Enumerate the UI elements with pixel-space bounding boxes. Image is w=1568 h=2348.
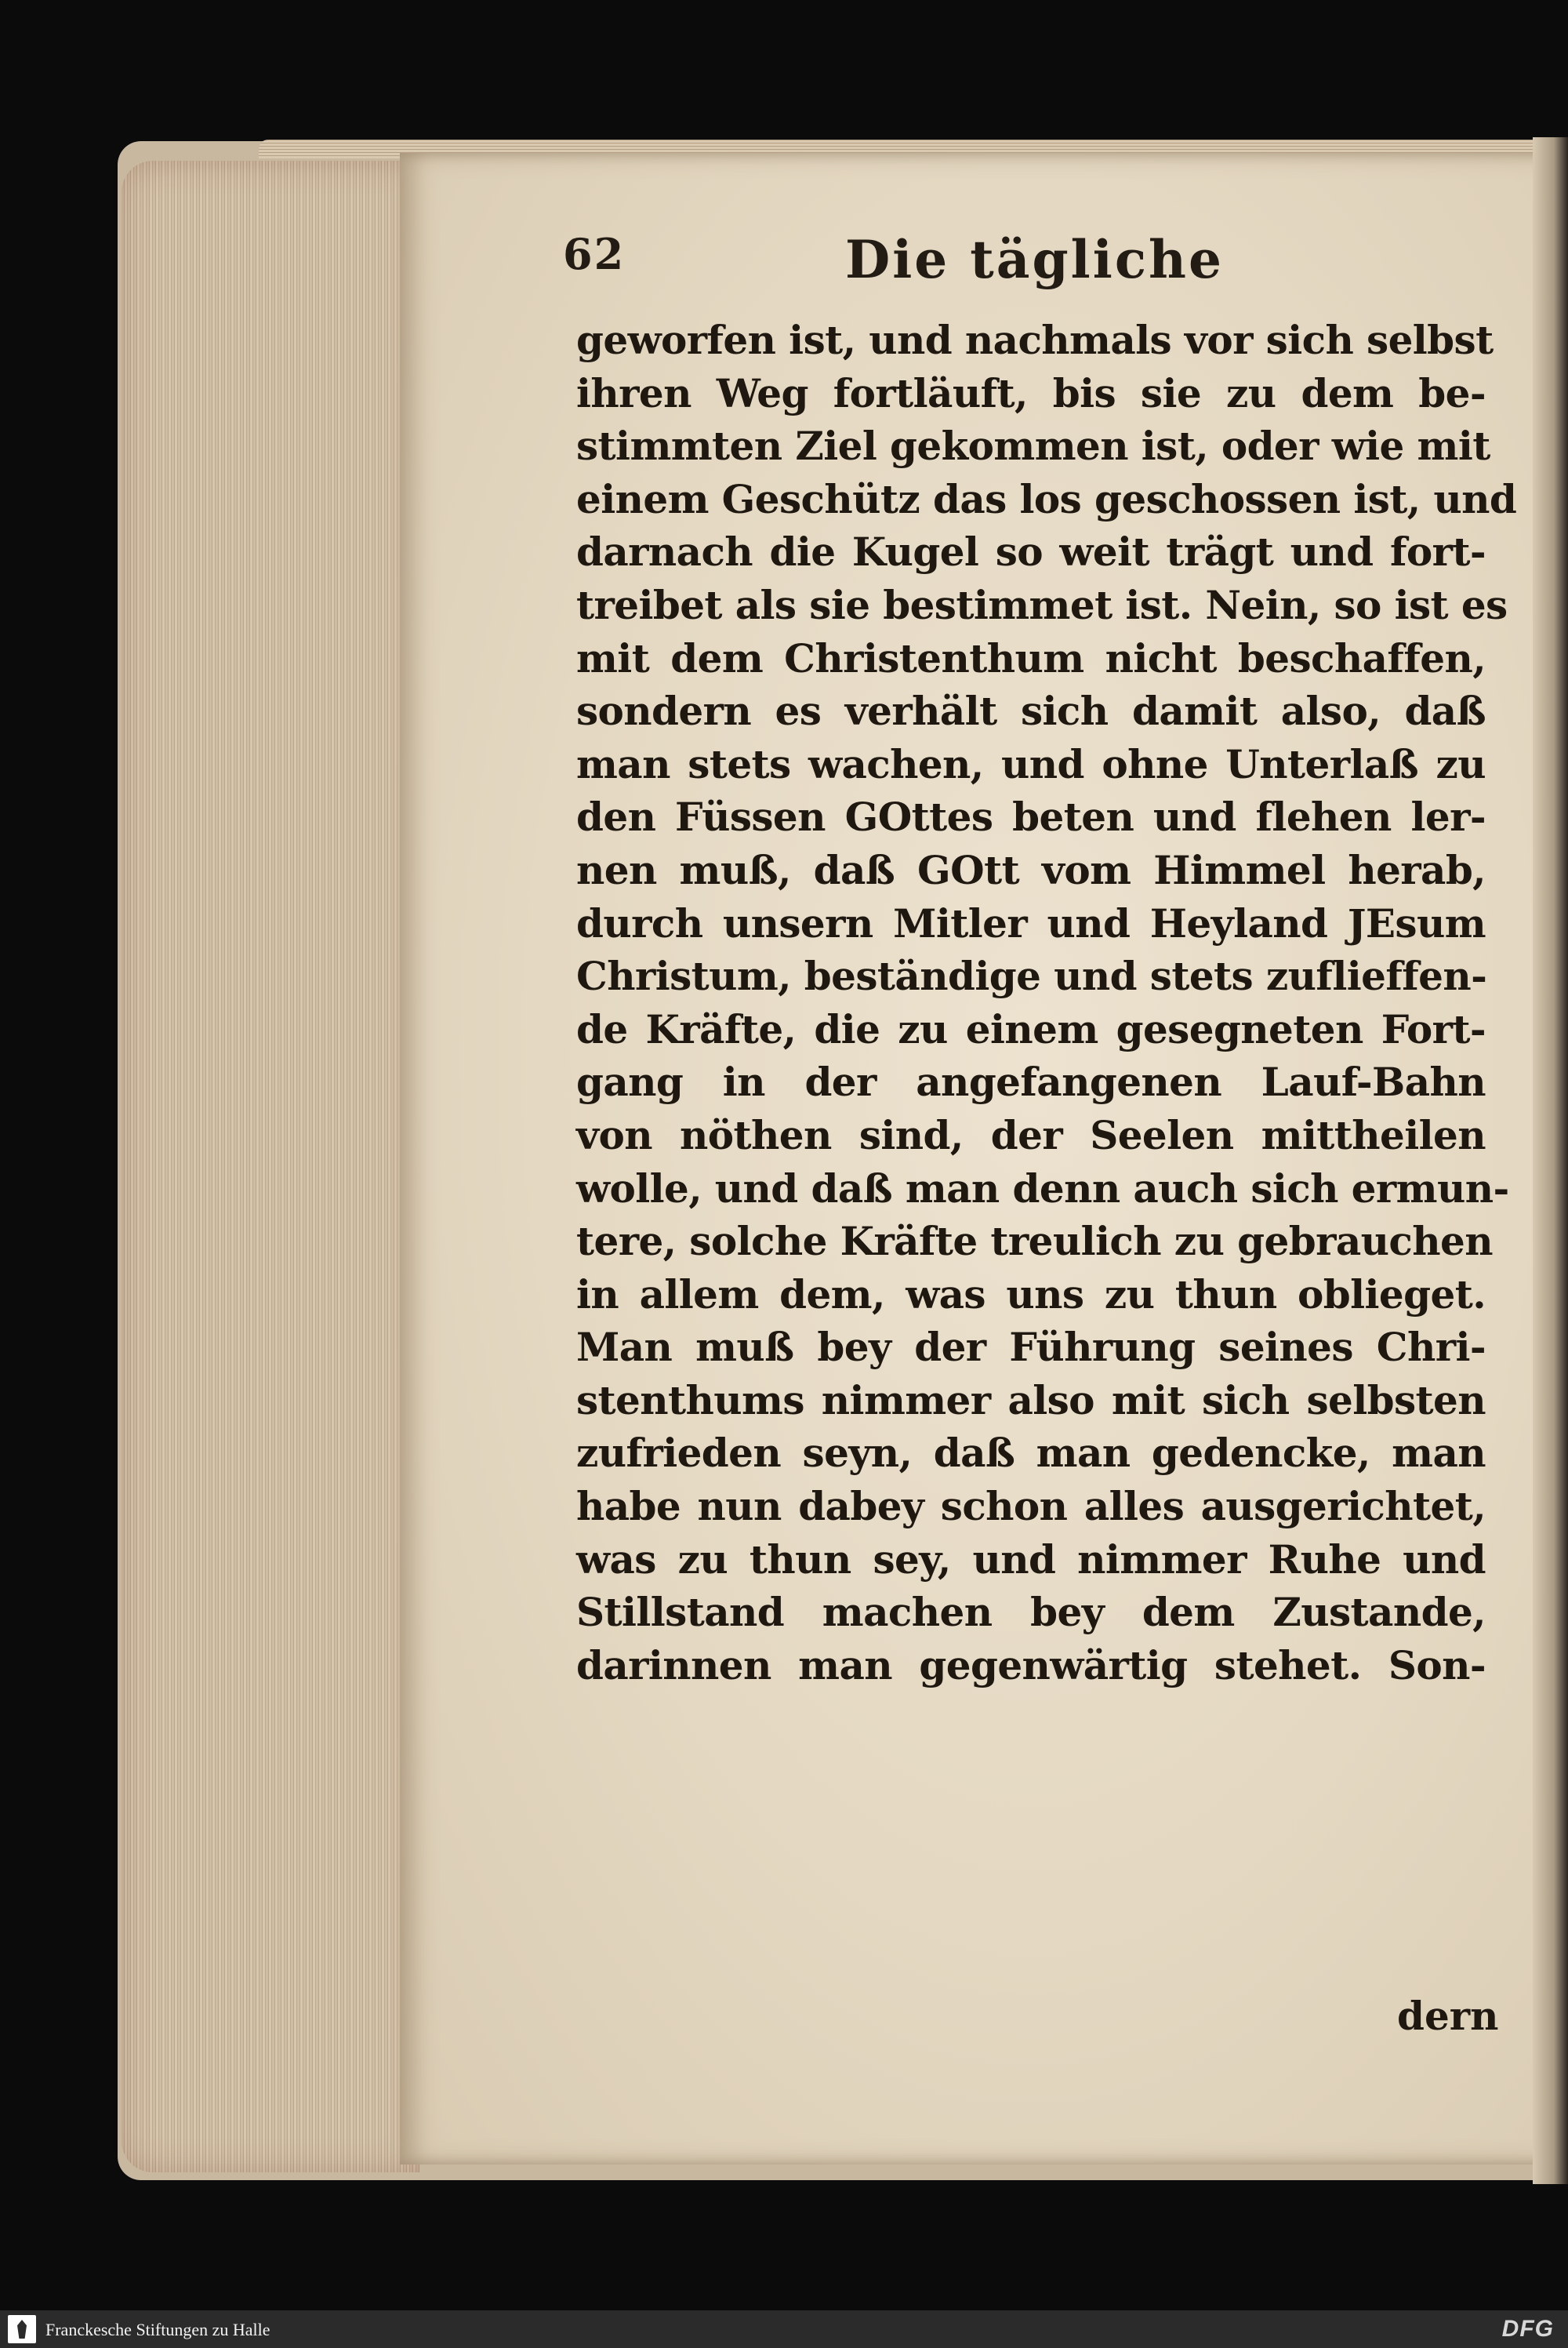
text-line: mit dem Christenthum nicht beschaffen, bbox=[576, 634, 1486, 682]
text-line: Man muß bey der Führung seines Chri- bbox=[576, 1324, 1486, 1371]
running-head: Die tägliche bbox=[845, 229, 1224, 290]
text-line: treibet als sie bestimmet ist. Nein, so ist es bbox=[576, 581, 1508, 628]
text-line: nen muß, daß GOtt vom Himmel herab, bbox=[576, 846, 1486, 893]
book-gutter bbox=[1533, 137, 1568, 2184]
text-line: Stillstand machen bey dem Zustande, bbox=[576, 1589, 1486, 1636]
footer-bar bbox=[0, 2310, 1568, 2348]
dfg-logo: DFG bbox=[1501, 2316, 1554, 2342]
text-line: wolle, und daß man denn auch sich ermun- bbox=[576, 1165, 1509, 1212]
text-line: ihren Weg fortläuft, bis sie zu dem be- bbox=[576, 369, 1486, 416]
text-line: habe nun dabey schon alles ausgerichtet, bbox=[576, 1483, 1486, 1530]
text-line: stenthums nimmer also mit sich selbsten bbox=[576, 1376, 1486, 1423]
body-text bbox=[576, 314, 1517, 1692]
text-line: de Kräfte, die zu einem gesegneten Fort- bbox=[576, 1005, 1486, 1052]
text-line: gang in der angefangenen Lauf-Bahn bbox=[576, 1059, 1486, 1106]
text-line: durch unsern Mitler und Heyland JEsum bbox=[576, 900, 1486, 947]
page-edges-left bbox=[122, 161, 419, 2172]
text-line: stimmten Ziel gekommen ist, oder wie mit bbox=[576, 423, 1490, 470]
page-number: 62 bbox=[563, 229, 626, 279]
text-line: in allem dem, was uns zu thun oblieget. bbox=[576, 1270, 1486, 1318]
text-line: darnach die Kugel so weit trägt und fort- bbox=[576, 529, 1486, 576]
text-line: darinnen man gegenwärtig stehet. Son- bbox=[576, 1641, 1486, 1688]
text-line: einem Geschütz das los geschossen ist, und bbox=[576, 475, 1517, 522]
text-line: geworfen ist, und nachmals vor sich selbst bbox=[576, 317, 1494, 363]
catchword: dern bbox=[1397, 1993, 1499, 2039]
footer-institution: Franckesche Stiftungen zu Halle bbox=[45, 2320, 270, 2339]
text-line: was zu thun sey, und nimmer Ruhe und bbox=[576, 1536, 1486, 1583]
institution-logo-icon bbox=[8, 2315, 36, 2343]
text-line: von nöthen sind, der Seelen mittheilen bbox=[576, 1111, 1486, 1158]
text-line: den Füssen GOttes beten und flehen ler- bbox=[576, 794, 1486, 841]
text-line: tere, solche Kräfte treulich zu gebrauchen bbox=[576, 1218, 1493, 1265]
text-line: man stets wachen, und ohne Unterlaß zu bbox=[576, 740, 1486, 787]
text-line: Christum, beständige und stets zuflieffen- bbox=[576, 953, 1487, 1000]
text-line: sondern es verhält sich damit also, daß bbox=[576, 688, 1486, 735]
text-line: zufrieden seyn, daß man gedencke, man bbox=[576, 1430, 1486, 1477]
